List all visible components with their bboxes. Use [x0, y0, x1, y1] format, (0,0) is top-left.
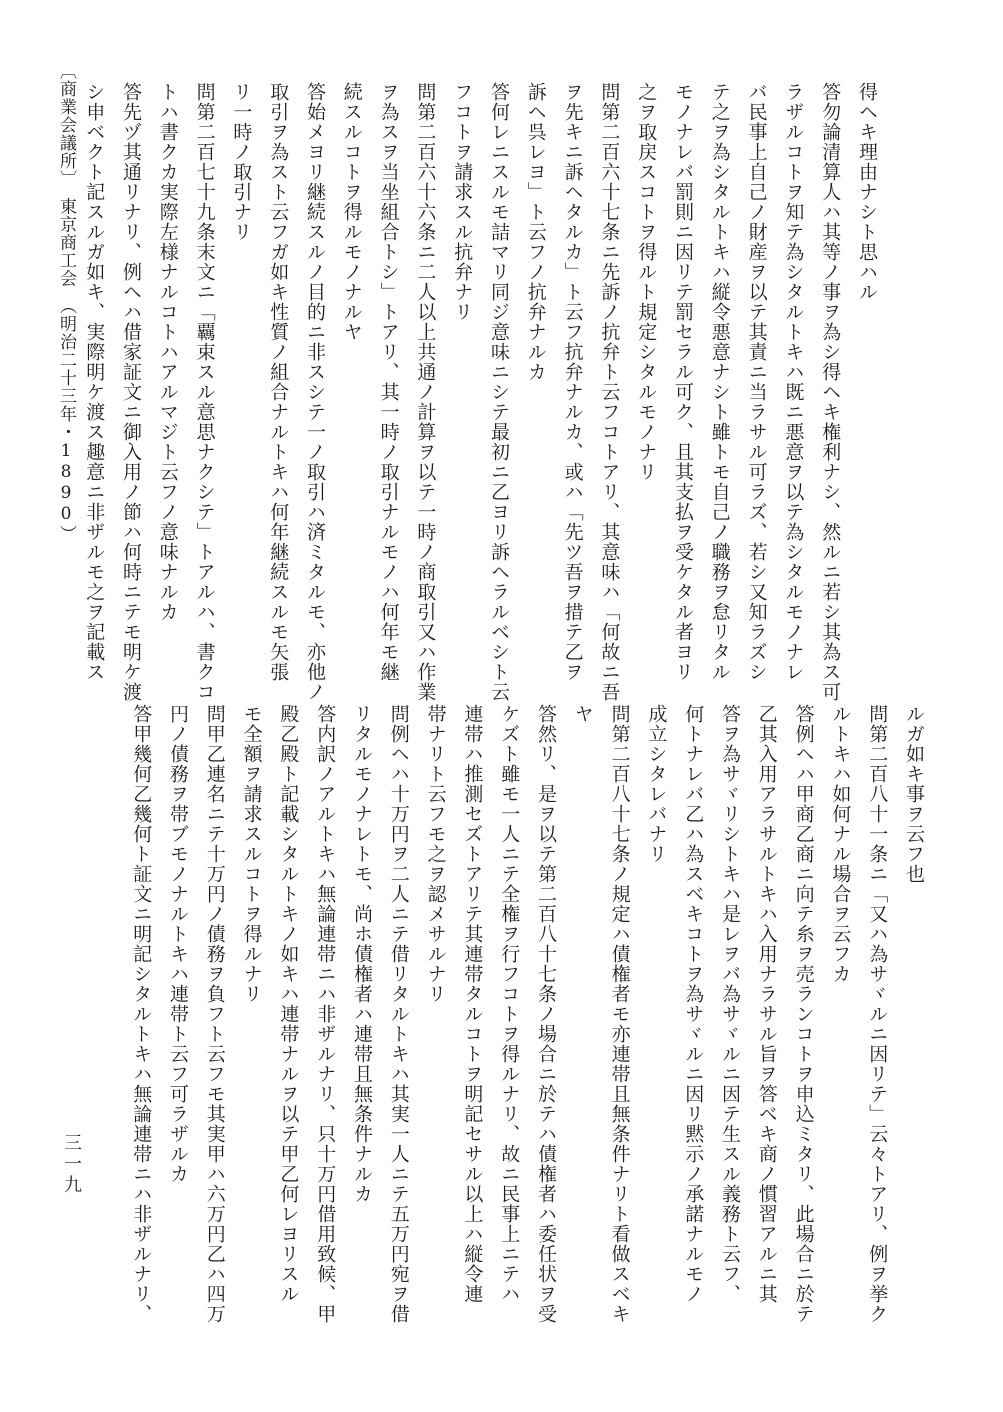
lower-text-column: リタルモノナレトモ、尚ホ債権者ハ連帯且無条件ナルカ	[351, 704, 373, 1204]
upper-text-column: 答始メヨリ継続スルノ目的ニ非スシテ一ノ取引ハ済ミタルモ、亦他ノ	[304, 82, 326, 702]
upper-text-column: フコトヲ請求スル抗弁ナリ	[451, 82, 474, 322]
upper-text-column: ヲ先キニ訴ヘタルカ」ト云フ抗弁ナルカ、或ハ「先ツ吾ヲ措テ乙ヲ	[561, 82, 584, 682]
upper-text-column: 訴ヘ呉レヨ」ト云フノ抗弁ナルカ	[524, 82, 547, 382]
lower-text-column: ケズト雖モ一人ニテ全権ヲ行フコトヲ得ルナリ、故ニ民事上ニテハ	[498, 704, 521, 1304]
lower-text-column: 円ノ債務ヲ帯ブモノナルトキハ連帯ト云フ可ラザルカ	[167, 704, 189, 1184]
lower-text-column: 殿乙殿ト記載シタルトキノ如キハ連帯ナルヲ以テ甲乙何レヨリスル	[277, 704, 300, 1304]
page-number: 三一九	[61, 1133, 82, 1196]
lower-text-column: 答甲幾何乙幾何ト証文ニ明記シタルトキハ無論連帯ニハ非ザルナリ、	[130, 704, 153, 1324]
lower-text-column: 答然リ、是ヲ以テ第二百八十七条ノ場合ニ於テハ債権者ハ委任状ヲ受	[535, 704, 557, 1324]
footer-attribution: 〔商業会議所〕 東京商工会 （明治二十三年・1890）	[56, 62, 76, 543]
lower-text-column: 問甲乙連名ニテ十万円ノ債務ヲ負フト云フモ其実甲ハ六万円乙ハ四万	[203, 704, 226, 1324]
lower-text-column: ルトキハ如何ナル場合ヲ云フカ	[829, 704, 852, 984]
lower-text-column: モ全額ヲ請求スルコトヲ得ルナリ	[240, 704, 263, 1004]
lower-text-column: 問第二百八十七条ノ規定ハ債権者モ亦連帯且無条件ナリト看做スベキ	[608, 704, 631, 1324]
lower-text-column: 何トナレバ乙ハ為スベキコトヲ為サヾルニ因リ黙示ノ承諾ナルモノ	[682, 704, 705, 1304]
upper-text-column: リ一時ノ取引ナリ	[230, 82, 253, 242]
upper-text-column: 答何レニスルモ詰マリ同ジ意味ニシテ最初ニ乙ヨリ訴ヘラルベシト云	[488, 82, 510, 702]
upper-text-column: 答先ヅ其通リナリ、例ヘハ借家証文ニ御入用ノ節ハ何時ニテモ明ケ渡	[120, 82, 142, 702]
lower-text-column: 答ヲ為サヾリシトキハ是レヲバ為サヾルニ因テ生スル義務ト云フ、	[719, 704, 741, 1304]
lower-text-column: 問例ヘハ十万円ヲ二人ニテ借リタルトキハ其実一人ニテ五万円宛ヲ借	[387, 704, 410, 1324]
upper-text-column: シ申ベクト記スルガ如キ、実際明ケ渡ス趣意ニ非ザルモ之ヲ記載ス	[83, 82, 106, 682]
upper-text-column: モノナレバ罰則ニ因リテ罰セラル可ク、且其支払ヲ受ケタル者ヨリ	[672, 82, 694, 682]
lower-text-column: 答例ヘハ甲商乙商ニ向テ糸ヲ売ランコトヲ申込ミタリ、此場合ニ於テ	[792, 704, 815, 1324]
lower-text-column: ルガ如キ事ヲ云フ也	[903, 704, 925, 884]
upper-text-column: 答勿論清算人ハ其等ノ事ヲ為シ得ヘキ権利ナシ、然ルニ若シ其為ス可	[819, 82, 842, 702]
lower-text-column: 成立シタレバナリ	[645, 704, 668, 864]
lower-text-column: ヤ	[571, 704, 594, 724]
upper-text-column: トハ書クカ実際左様ナルコトハアルマジト云フノ意味ナルカ	[156, 82, 179, 622]
lower-text-column: 連帯ハ推測セズトアリテ其連帯タルコトヲ明記セサル以上ハ縦令連	[461, 704, 484, 1304]
upper-text-column: 之ヲ取戻スコトヲ得ルト規定シタルモノナリ	[635, 82, 658, 482]
upper-text-column: テ之ヲ為シタルトキハ縦令悪意ナシト雖トモ自己ノ職務ヲ怠リタル	[708, 82, 731, 682]
lower-text-column: 帯ナリト云フモ之ヲ認メサルナリ	[424, 704, 447, 1004]
upper-text-column: ヲ為スヲ当坐組合トシ」トアリ、其一時ノ取引ナルモノハ何年モ継	[377, 82, 400, 682]
lower-text-column: 答内訳ノアルトキハ無論連帯ニハ非ザルナリ、只十万円借用致候、甲	[314, 704, 337, 1324]
lower-text-column: 乙其入用アラサルトキハ入用ナラサル旨ヲ答ベキ商ノ慣習アルニ其	[755, 704, 778, 1304]
upper-text-column: 問第二百六十七条ニ先訴ノ抗弁ト云フコトアリ、其意味ハ「何故ニ吾	[598, 82, 621, 702]
upper-text-column: 取引ヲ為スト云フガ如キ性質ノ組合ナルトキハ何年継続スルモ矢張	[267, 82, 290, 682]
upper-text-column: 得ヘキ理由ナシト思ハル	[856, 82, 878, 302]
upper-text-column: 問第二百七十九条末文ニ「覊束スル意思ナクシテ」トアルハ、書クコ	[193, 82, 216, 702]
upper-text-column: バ民事上自己ノ財産ヲ以テ其責ニ当ラサル可ラズ、若シ又知ラズシ	[745, 82, 768, 682]
upper-text-column: 続スルコトヲ得ルモノナルヤ	[340, 82, 363, 342]
upper-text-column: ラザルコトヲ知テ為シタルトキハ既ニ悪意ヲ以テ為シタルモノナレ	[782, 82, 805, 682]
lower-text-column: 問第二百八十一条ニ「又ハ為サヾルニ因リテ」云々トアリ、例ヲ挙ク	[866, 704, 889, 1324]
upper-text-column: 問第二百六十六条ニ二人以上共通ノ計算ヲ以テ一時ノ商取引又ハ作業	[414, 82, 437, 702]
